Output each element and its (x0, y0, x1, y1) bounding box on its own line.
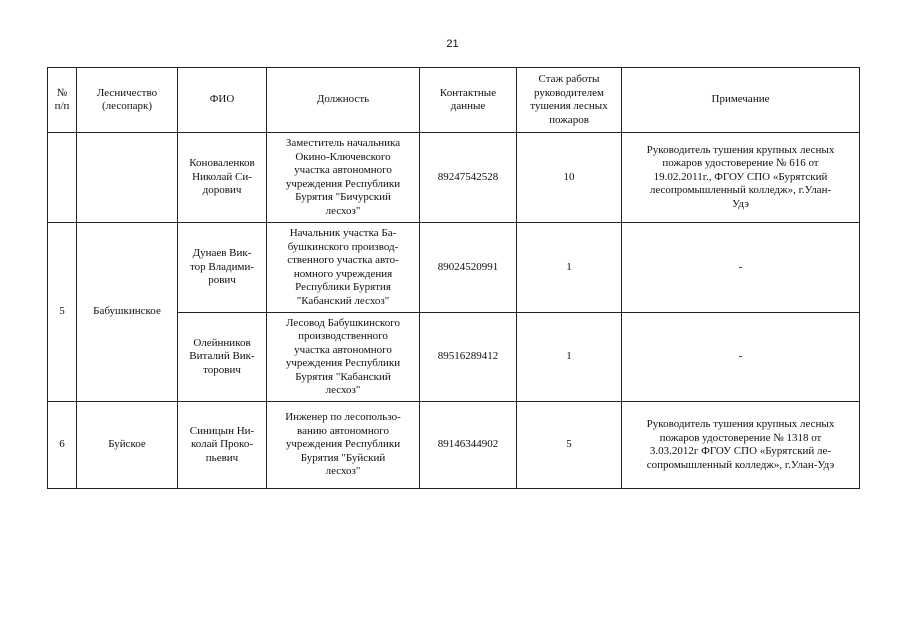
header-contact: Контактные данные (420, 68, 517, 133)
header-position: Должность (267, 68, 420, 133)
cell-full-name: Коноваленков Николай Си- дорович (178, 133, 267, 223)
cell-position: Заместитель начальника Окино-Ключевского участка автономного учреждения Республики Бурятия "Бичурский лесхоз" (267, 133, 420, 223)
header-number: № п/п (48, 68, 77, 133)
cell-full-name: Олейнников Виталий Вик- торович (178, 313, 267, 402)
cell-number: 5 (48, 223, 77, 402)
cell-note: Руководитель тушения крупных лесных пожаров удостоверение № 1318 от 3.03.2012г ФГОУ СПО «Бурятский ле- сопромышленный колледж», г.Улан-Удэ (622, 402, 860, 489)
cell-forestry: Бабушкинское (77, 223, 178, 402)
cell-number (48, 133, 77, 223)
cell-position: Инженер по лесопользо- ванию автономного учреждения Республики Бурятия "Буйский лесхоз" (267, 402, 420, 489)
header-experience: Стаж работы руководителем тушения лесных пожаров (517, 68, 622, 133)
table-row (48, 402, 860, 489)
cell-contact: 89146344902 (420, 402, 517, 489)
cell-position: Лесовод Бабушкинского производственного участка автономного учреждения Республики Бурятия "Кабанский лесхоз" (267, 313, 420, 402)
cell-note: - (622, 313, 860, 402)
header-note: Примечание (622, 68, 860, 133)
cell-contact: 89247542528 (420, 133, 517, 223)
cell-note: Руководитель тушения крупных лесных пожаров удостоверение № 616 от 19.02.2011г., ФГОУ СПО «Бурятский лесопромышленный колледж», г.Улан- Удэ (622, 133, 860, 223)
cell-forestry: Буйское (77, 402, 178, 489)
cell-full-name: Дунаев Вик- тор Владими- рович (178, 223, 267, 313)
table-row (48, 133, 860, 223)
cell-experience: 1 (517, 223, 622, 313)
cell-experience: 5 (517, 402, 622, 489)
cell-number: 6 (48, 402, 77, 489)
cell-contact: 89516289412 (420, 313, 517, 402)
fire-leaders-table (47, 67, 860, 489)
header-forestry: Лесничество (лесопарк) (77, 68, 178, 133)
cell-contact: 89024520991 (420, 223, 517, 313)
cell-note: - (622, 223, 860, 313)
cell-position: Начальник участка Ба- бушкинского производ- ственного участка авто- номного учреждения Республики Бурятия "Кабанский лесхоз" (267, 223, 420, 313)
page-number: 21 (446, 38, 459, 50)
cell-experience: 1 (517, 313, 622, 402)
cell-full-name: Синицын Ни- колай Проко- пьевич (178, 402, 267, 489)
cell-forestry (77, 133, 178, 223)
header-full-name: ФИО (178, 68, 267, 133)
cell-experience: 10 (517, 133, 622, 223)
table-row (48, 223, 860, 313)
table-header-row (48, 68, 860, 133)
